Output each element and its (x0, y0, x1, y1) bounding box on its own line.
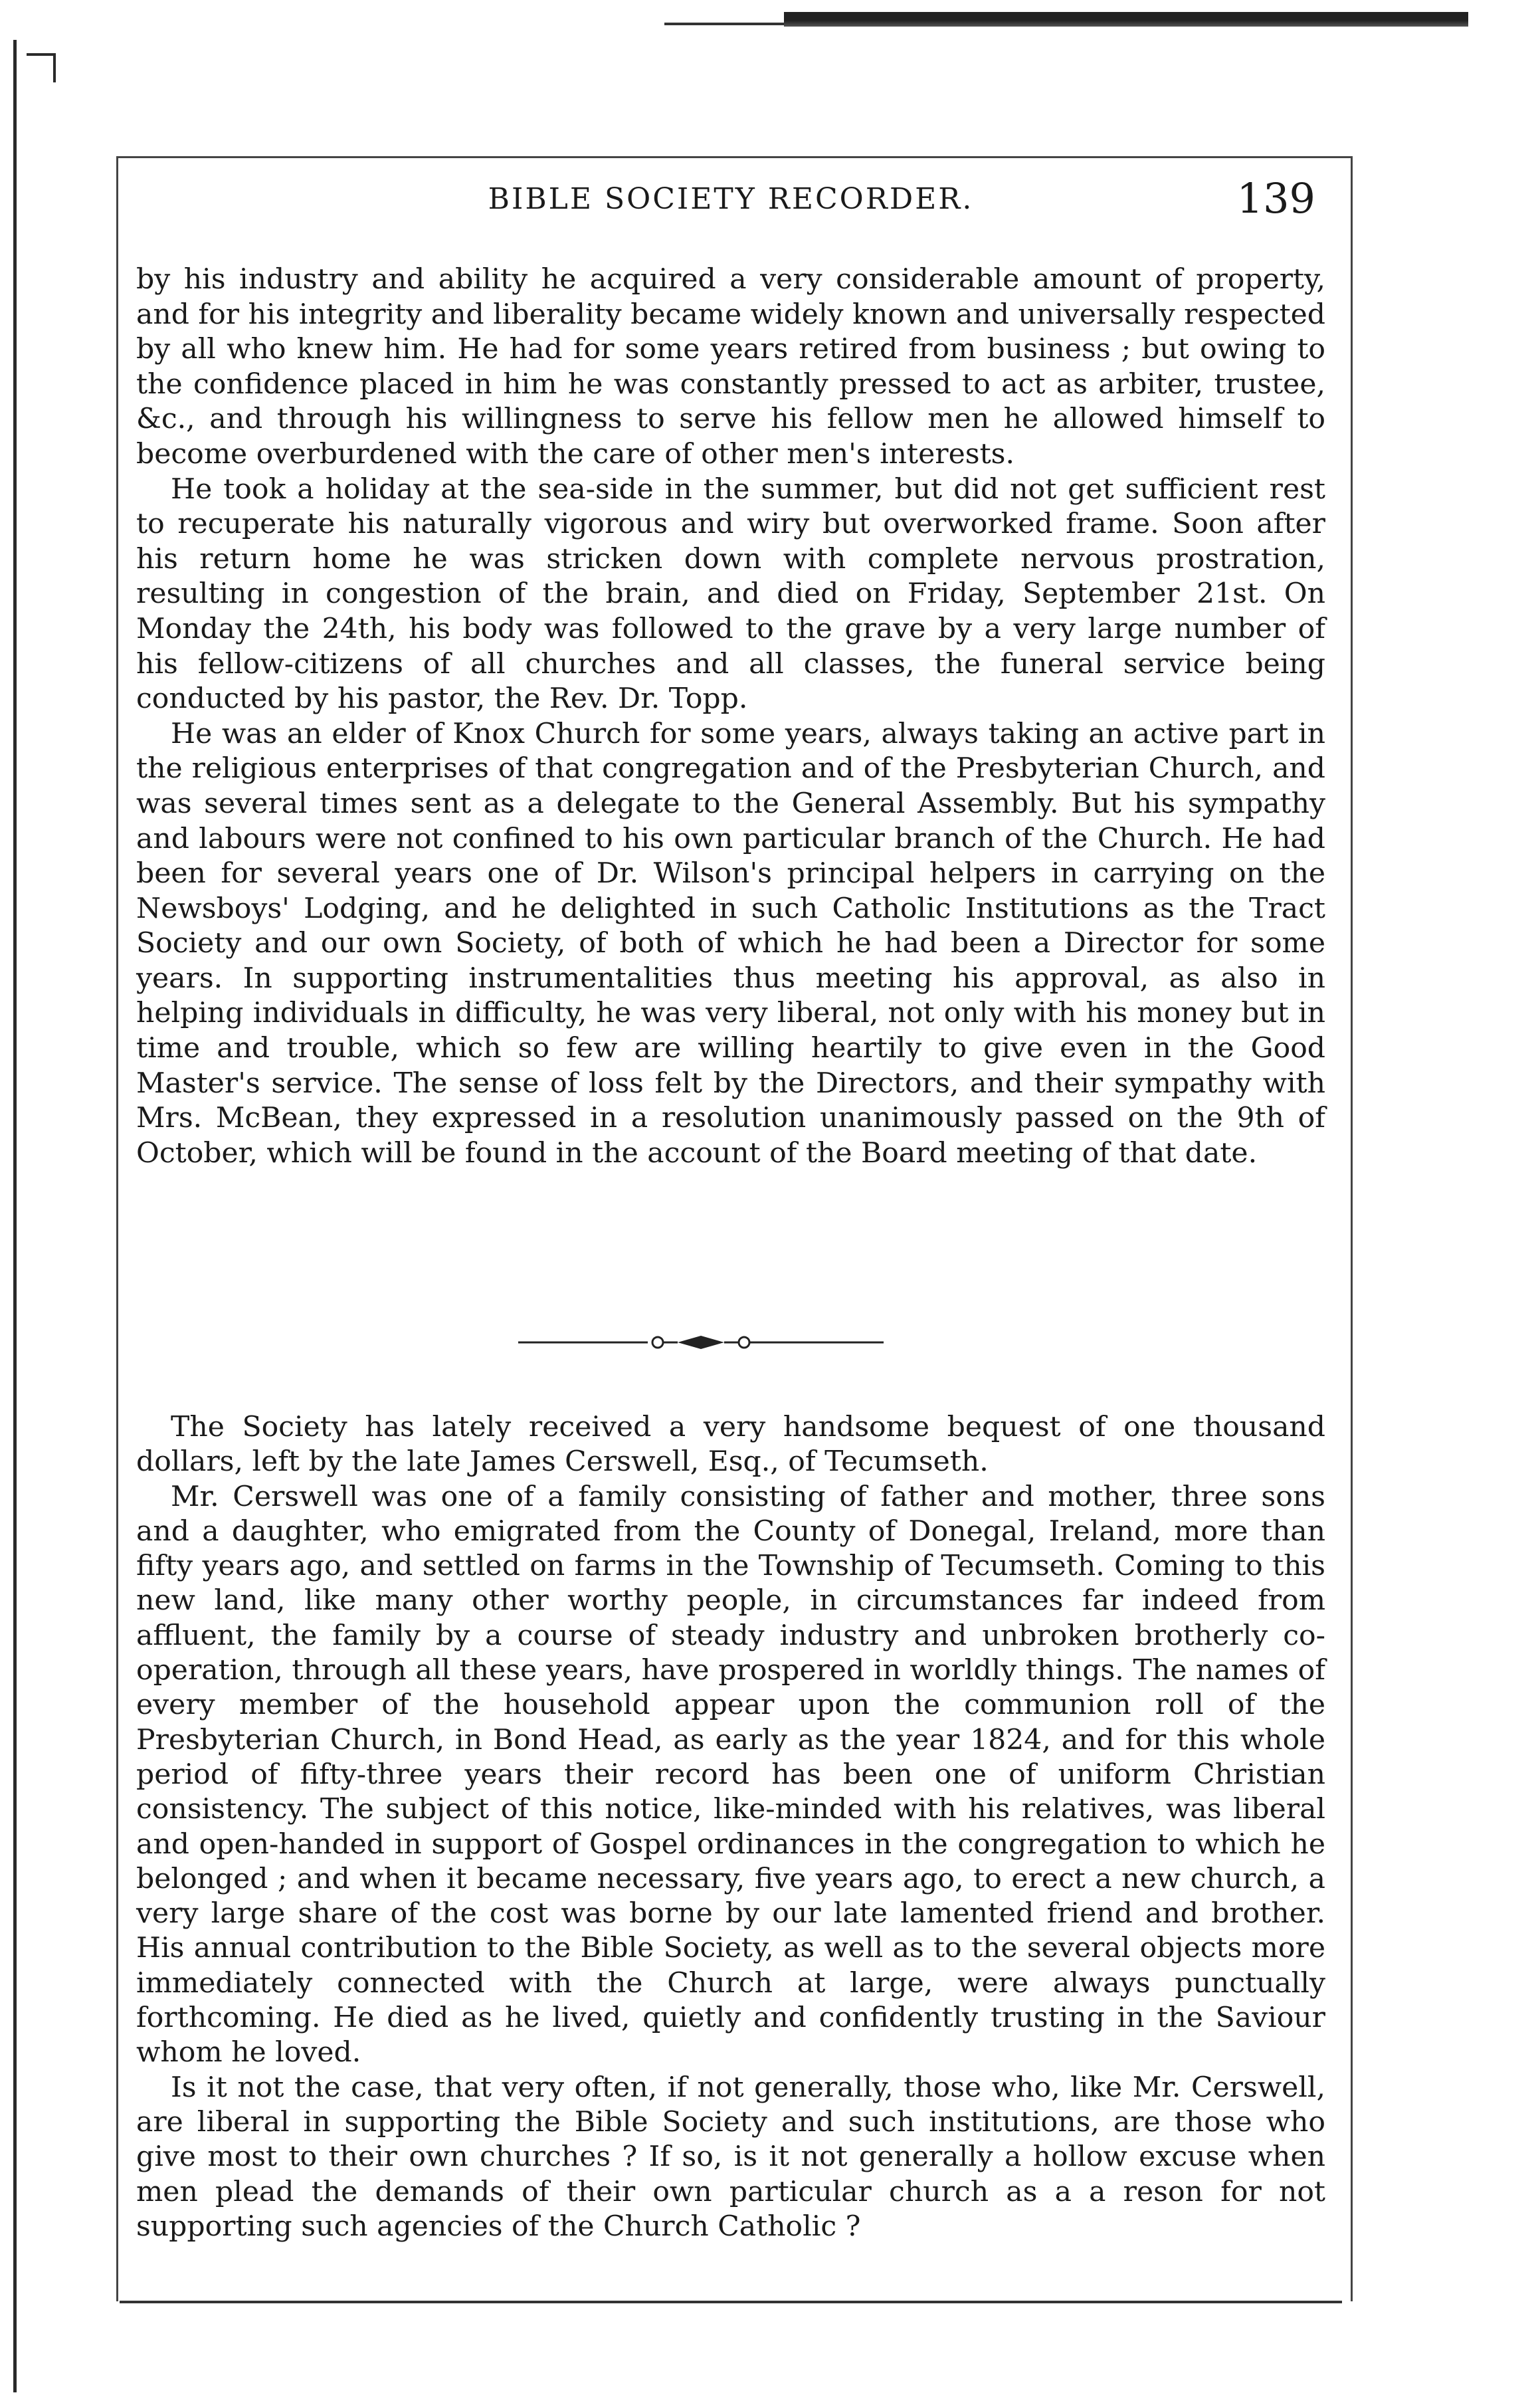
article-obituary-mcbean (136, 262, 1325, 1171)
paragraph: by his industry and ability he acquired a very considerable amount of property, and for his integrity and liberality became widely known and universally respected by all who knew him. He had for some years retired from business ; but owing to the confidence placed in him he was constantly pressed to act as arbiter, trustee, &c., and through his willingness to serve his fellow men he allowed himself to become overburdened with the care of other men's interests. (136, 263, 1326, 471)
bottom-rule (120, 2301, 1342, 2303)
paragraph: The Society has lately received a very handsome bequest of one thousand dollars, left by the late James Cerswell, Esq., of Tecumseth. (136, 1411, 1325, 1479)
running-head: BIBLE SOCIETY RECORDER. (488, 182, 974, 216)
article-cerswell-bequest (136, 1410, 1325, 2244)
page-number: 139 (1236, 174, 1315, 223)
top-edge-rule (784, 12, 1468, 27)
page-binding-edge (13, 40, 56, 2392)
paragraph: He was an elder of Knox Church for some years, always taking an active part in the religious enterprises of that congregation and of the Presbyterian Church, and was several times sent as a delegate to the General Assembly. But his sympathy and labours were not confined to his own particular branch of the Church. He had been for several years one of Dr. Wilson's principal helpers in carrying on the Newsboys' Lodging, and he delighted in such Catholic Institutions as the Tract Society and our own Society, of both of which he had been a Director for some years. In supporting instrumentalities thus meeting his approval, as also in helping individuals in difficulty, he was very liberal, not only with his money but in time and trouble, which so few are willing heartily to give even in the Good Master's service. The sense of loss felt by the Directors, and their sympathy with Mrs. McBean, they expressed in a resolution unanimously passed on the 9th of October, which will be found in the account of the Board meeting of that date. (136, 717, 1325, 1170)
binding-corner-mark (27, 53, 56, 82)
page-header (133, 174, 1329, 234)
section-divider-ornament-icon (518, 1332, 884, 1352)
paragraph: Is it not the case, that very often, if not generally, those who, like Mr. Cerswell, are liberal in supporting the Bible Society and such institutions, are those who give most to their own churches ? If so, is it not generally a hollow excuse when men plead the demands of their own particular church as a a reson for not supporting such agencies of the Church Catholic ? (136, 2071, 1325, 2243)
paragraph: Mr. Cerswell was one of a family consisting of father and mother, three sons and a daughter, who emigrated from the County of Donegal, Ireland, more than fifty years ago, and settled on farms in the Township of Tecumseth. Coming to this new land, like many other worthy people, in circumstances far indeed from affluent, the family by a course of steady industry and unbroken brotherly co-operation, through all these years, have prospered in worldly things. The names of every member of the household appear upon the communion roll of the Presbyterian Church, in Bond Head, as early as the year 1824, and for this whole period of fifty-three years their record has been one of uniform Christian consistency. The subject of this notice, like-minded with his relatives, was liberal and open-handed in support of Gospel ordinances in the congregation to which he belonged ; and when it became necessary, five years ago, to erect a new church, a very large share of the cost was borne by our late lamented friend and brother. His annual contribution to the Bible Society, as well as to the several objects more immediately connected with the Church at large, were always punctually forthcoming. He died as he lived, quietly and confidently trusting in the Saviour whom he loved. (136, 1480, 1325, 2069)
paragraph: He took a holiday at the sea-side in the summer, but did not get sufficient rest to recuperate his naturally vigorous and wiry but overworked frame. Soon after his return home he was stricken down with complete nervous prostration, resulting in congestion of the brain, and died on Friday, September 21st. On Monday the 24th, his body was followed to the grave by a very large number of his fellow-citizens of all churches and all classes, the funeral service being conducted by his pastor, the Rev. Dr. Topp. (136, 472, 1325, 716)
top-edge-rule-thin (664, 23, 797, 25)
